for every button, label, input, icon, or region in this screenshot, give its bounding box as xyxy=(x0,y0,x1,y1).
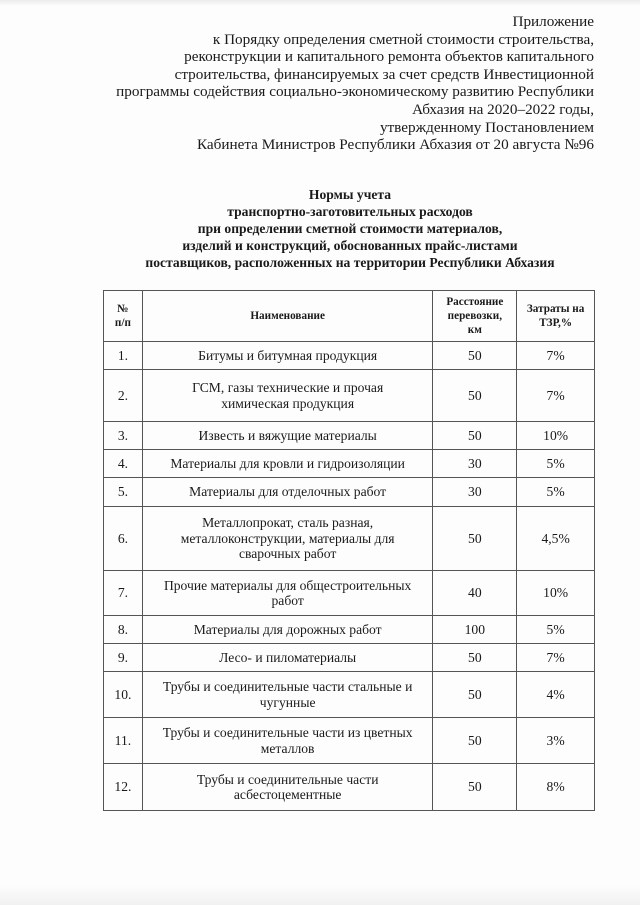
cell-name xyxy=(142,507,433,571)
cell-cost: 5% xyxy=(517,478,595,507)
table-header-row xyxy=(104,291,595,342)
cell-cost: 5% xyxy=(517,616,595,644)
table-body xyxy=(104,342,595,811)
header-distance xyxy=(433,291,517,342)
cell-name xyxy=(142,616,433,644)
appendix-line: строительства, финансируемых за счет средств Инвестиционной xyxy=(174,65,594,83)
cell-name-line: Материалы для дорожных работ xyxy=(193,621,382,637)
cell-name-line: Материалы для отделочных работ xyxy=(189,484,387,500)
cell-num: 11. xyxy=(104,718,143,764)
table-row xyxy=(104,370,595,422)
cell-distance: 100 xyxy=(433,616,517,644)
header-cost-line: Затраты на xyxy=(526,303,585,315)
cell-cost: 10% xyxy=(517,422,595,450)
cell-name-line: Прочие материалы для общестроительных xyxy=(163,577,412,593)
cell-name-line: химическая продукция xyxy=(221,395,355,411)
appendix-line: к Порядку определения сметной стоимости строительства, xyxy=(212,30,594,48)
table-row xyxy=(104,644,595,672)
title-line: изделий и конструкций, обоснованных прайс-листами xyxy=(182,238,518,253)
cell-num: 4. xyxy=(104,450,143,478)
cell-distance: 30 xyxy=(433,450,517,478)
cell-distance: 50 xyxy=(433,764,517,811)
cell-name-line: чугунные xyxy=(259,694,316,710)
cell-cost: 7% xyxy=(517,644,595,672)
header-cost xyxy=(517,291,595,342)
cell-name-line: Трубы и соединительные части xyxy=(196,771,379,787)
cell-name-line: Битумы и битумная продукция xyxy=(198,347,378,363)
norms-table xyxy=(103,290,595,811)
table-row xyxy=(104,342,595,370)
cell-name xyxy=(142,672,433,718)
cell-distance: 30 xyxy=(433,478,517,507)
document-title xyxy=(100,186,600,271)
cell-distance: 50 xyxy=(433,422,517,450)
cell-name xyxy=(142,370,433,422)
cell-name xyxy=(142,571,433,616)
cell-num: 10. xyxy=(104,672,143,718)
cell-cost: 4,5% xyxy=(517,507,595,571)
cell-name-line: ГСМ, газы технические и прочая xyxy=(192,380,384,395)
cell-name xyxy=(142,450,433,478)
appendix-header xyxy=(74,13,594,154)
cell-num: 5. xyxy=(104,478,143,507)
appendix-line: реконструкции и капитального ремонта объектов капитального xyxy=(184,48,594,66)
header-num-line: № xyxy=(117,303,129,315)
cell-name xyxy=(142,422,433,450)
table-row xyxy=(104,616,595,644)
title-line: при определении сметной стоимости материалов, xyxy=(197,221,503,236)
cell-name-line: работ xyxy=(271,593,304,608)
table-row xyxy=(104,672,595,718)
table-row xyxy=(104,718,595,764)
cell-name-line: Металлопрокат, сталь разная, xyxy=(202,515,374,531)
cell-name xyxy=(142,478,433,507)
cell-name xyxy=(142,718,433,764)
table-row xyxy=(104,764,595,811)
cell-cost: 5% xyxy=(517,450,595,478)
table-row xyxy=(104,478,595,507)
cell-name-line: Лесо- и пиломатериалы xyxy=(219,649,357,665)
cell-cost: 8% xyxy=(517,764,595,811)
cell-cost: 7% xyxy=(517,370,595,422)
cell-name-line: Известь и вяжущие материалы xyxy=(198,427,377,443)
cell-name xyxy=(142,764,433,811)
cell-cost: 10% xyxy=(517,571,595,616)
table-row xyxy=(104,422,595,450)
header-cost-line: ТЗР,% xyxy=(539,317,573,329)
header-distance-line: км xyxy=(467,324,482,336)
cell-num: 8. xyxy=(104,616,143,644)
cell-name xyxy=(142,644,433,672)
title-line: транспортно-заготовительных расходов xyxy=(227,204,473,219)
cell-name-line: Материалы для кровли и гидроизоляции xyxy=(170,455,405,471)
cell-distance: 50 xyxy=(433,342,517,370)
cell-distance: 50 xyxy=(433,718,517,764)
cell-cost: 3% xyxy=(517,718,595,764)
header-num-line: п/п xyxy=(114,317,131,329)
cell-distance: 50 xyxy=(433,507,517,571)
header-distance-line: Расстояние xyxy=(446,296,504,308)
cell-cost: 7% xyxy=(517,342,595,370)
scan-edge-top xyxy=(0,0,640,6)
cell-name-line: асбестоцементные xyxy=(233,787,342,802)
cell-cost: 4% xyxy=(517,672,595,718)
appendix-line: Абхазия на 2020–2022 годы, xyxy=(412,100,594,118)
cell-num: 1. xyxy=(104,342,143,370)
cell-distance: 50 xyxy=(433,672,517,718)
title-line: поставщиков, расположенных на территории Республики Абхазия xyxy=(145,255,555,270)
scan-edge-bottom xyxy=(0,885,640,905)
cell-name-line: сварочных работ xyxy=(238,546,337,562)
cell-distance: 50 xyxy=(433,370,517,422)
header-num xyxy=(104,291,143,342)
cell-name-line: металлов xyxy=(260,740,315,756)
title-line: Нормы учета xyxy=(308,187,392,202)
appendix-line: Приложение xyxy=(512,13,594,30)
cell-distance: 50 xyxy=(433,644,517,672)
appendix-line: Кабинета Министров Республики Абхазия от 20 августа №96 xyxy=(196,136,594,154)
cell-num: 2. xyxy=(104,370,143,422)
cell-num: 6. xyxy=(104,507,143,571)
cell-name-line: Трубы и соединительные части стальные и xyxy=(162,679,413,694)
cell-num: 7. xyxy=(104,571,143,616)
cell-num: 9. xyxy=(104,644,143,672)
appendix-line: программы содействия социально-экономическому развитию Республики xyxy=(116,83,594,101)
header-name: Наименование xyxy=(142,291,433,342)
table-row xyxy=(104,507,595,571)
table-row xyxy=(104,450,595,478)
cell-name-line: Трубы и соединительные части из цветных xyxy=(162,725,413,740)
cell-name xyxy=(142,342,433,370)
cell-distance: 40 xyxy=(433,571,517,616)
table-row xyxy=(104,571,595,616)
cell-num: 3. xyxy=(104,422,143,450)
cell-num: 12. xyxy=(104,764,143,811)
cell-name-line: металлоконструкции, материалы для xyxy=(180,530,395,546)
header-distance-line: перевозки, xyxy=(447,310,502,322)
appendix-line: утвержденному Постановлением xyxy=(379,118,594,136)
